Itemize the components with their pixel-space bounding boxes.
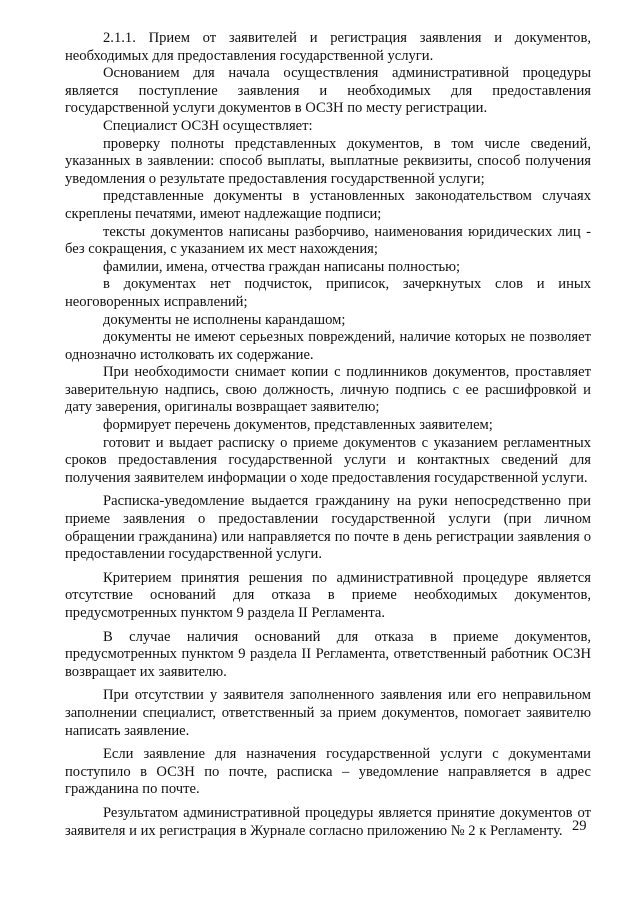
paragraph-basis: Основанием для начала осуществления административной процедуры является поступление заявления и необходимых для предоставления государственной услуги документов в ОСЗН по месту регистрации. <box>65 65 591 117</box>
paragraph-receipt-notice: Расписка-уведомление выдается гражданину на руки непосредственно при приеме заявления о предоставлении государственной услуги (при личном обращении гражданина) или направляется по почте в день регистрации заявления о предоставлении государственной услуги. <box>65 493 591 563</box>
paragraph-section-heading: 2.1.1. Прием от заявителей и регистрация заявления и документов, необходимых для предоставления государственной услуги. <box>65 30 591 64</box>
paragraph-no-erasures: в документах нет подчисток, приписок, зачеркнутых слов и иных неоговоренных исправлений; <box>65 276 591 310</box>
paragraph-specialist: Специалист ОСЗН осуществляет: <box>103 117 313 134</box>
paragraph-refusal: В случае наличия оснований для отказа в приеме документов, предусмотренных пунктом 9 раздела II Регламента, ответственный работник ОСЗН возвращает их заявителю. <box>65 628 591 680</box>
document-body <box>65 30 591 840</box>
page-number: 29 <box>572 818 587 834</box>
paragraph-seals-signatures: представленные документы в установленных законодательством случаях скреплены печатями, имеют надлежащие подписи; <box>65 188 591 222</box>
paragraph-help-filling: При отсутствии у заявителя заполненного заявления или его неправильном заполнении специалист, ответственный за прием документов, помогает заявителю написать заявление. <box>65 687 591 739</box>
paragraph-not-pencil: документы не исполнены карандашом; <box>103 311 346 328</box>
paragraph-check-completeness: проверку полноты представленных документов, в том числе сведений, указанных в заявлении: способ выплаты, выплатные реквизиты, способ получения уведомления о результате предоставления государственной услуги; <box>65 135 591 187</box>
paragraph-no-damage: документы не имеют серьезных повреждений, наличие которых не позволяет однозначно истолковать их содержание. <box>65 329 591 363</box>
paragraph-copies: При необходимости снимает копии с подлинников документов, проставляет заверительную надпись, свою должность, личную подпись с ее расшифровкой и дату заверения, оригиналы возвращает заявителю; <box>65 364 591 416</box>
paragraph-full-names: фамилии, имена, отчества граждан написаны полностью; <box>103 258 461 275</box>
paragraph-receipt: готовит и выдает расписку о приеме документов с указанием регламентных сроков предоставления государственной услуги и контактных сведений для получения заявителем информации о ходе предоставления государственной услуги. <box>65 434 591 486</box>
paragraph-by-mail: Если заявление для назначения государственной услуги с документами поступило в ОСЗН по почте, расписка – уведомление направляется в адрес гражданина по почте. <box>65 746 591 798</box>
paragraph-result: Результатом административной процедуры является принятие документов от заявителя и их регистрация в Журнале согласно приложению № 2 к Регламенту. <box>65 804 591 839</box>
paragraph-criterion: Критерием принятия решения по административной процедуре является отсутствие оснований для отказа в приеме необходимых документов, предусмотренных пунктом 9 раздела II Регламента. <box>65 569 591 621</box>
paragraph-list-documents: формирует перечень документов, представленных заявителем; <box>103 417 493 434</box>
paragraph-legible-text: тексты документов написаны разборчиво, наименования юридических лиц - без сокращения, с указанием их мест нахождения; <box>65 223 591 258</box>
